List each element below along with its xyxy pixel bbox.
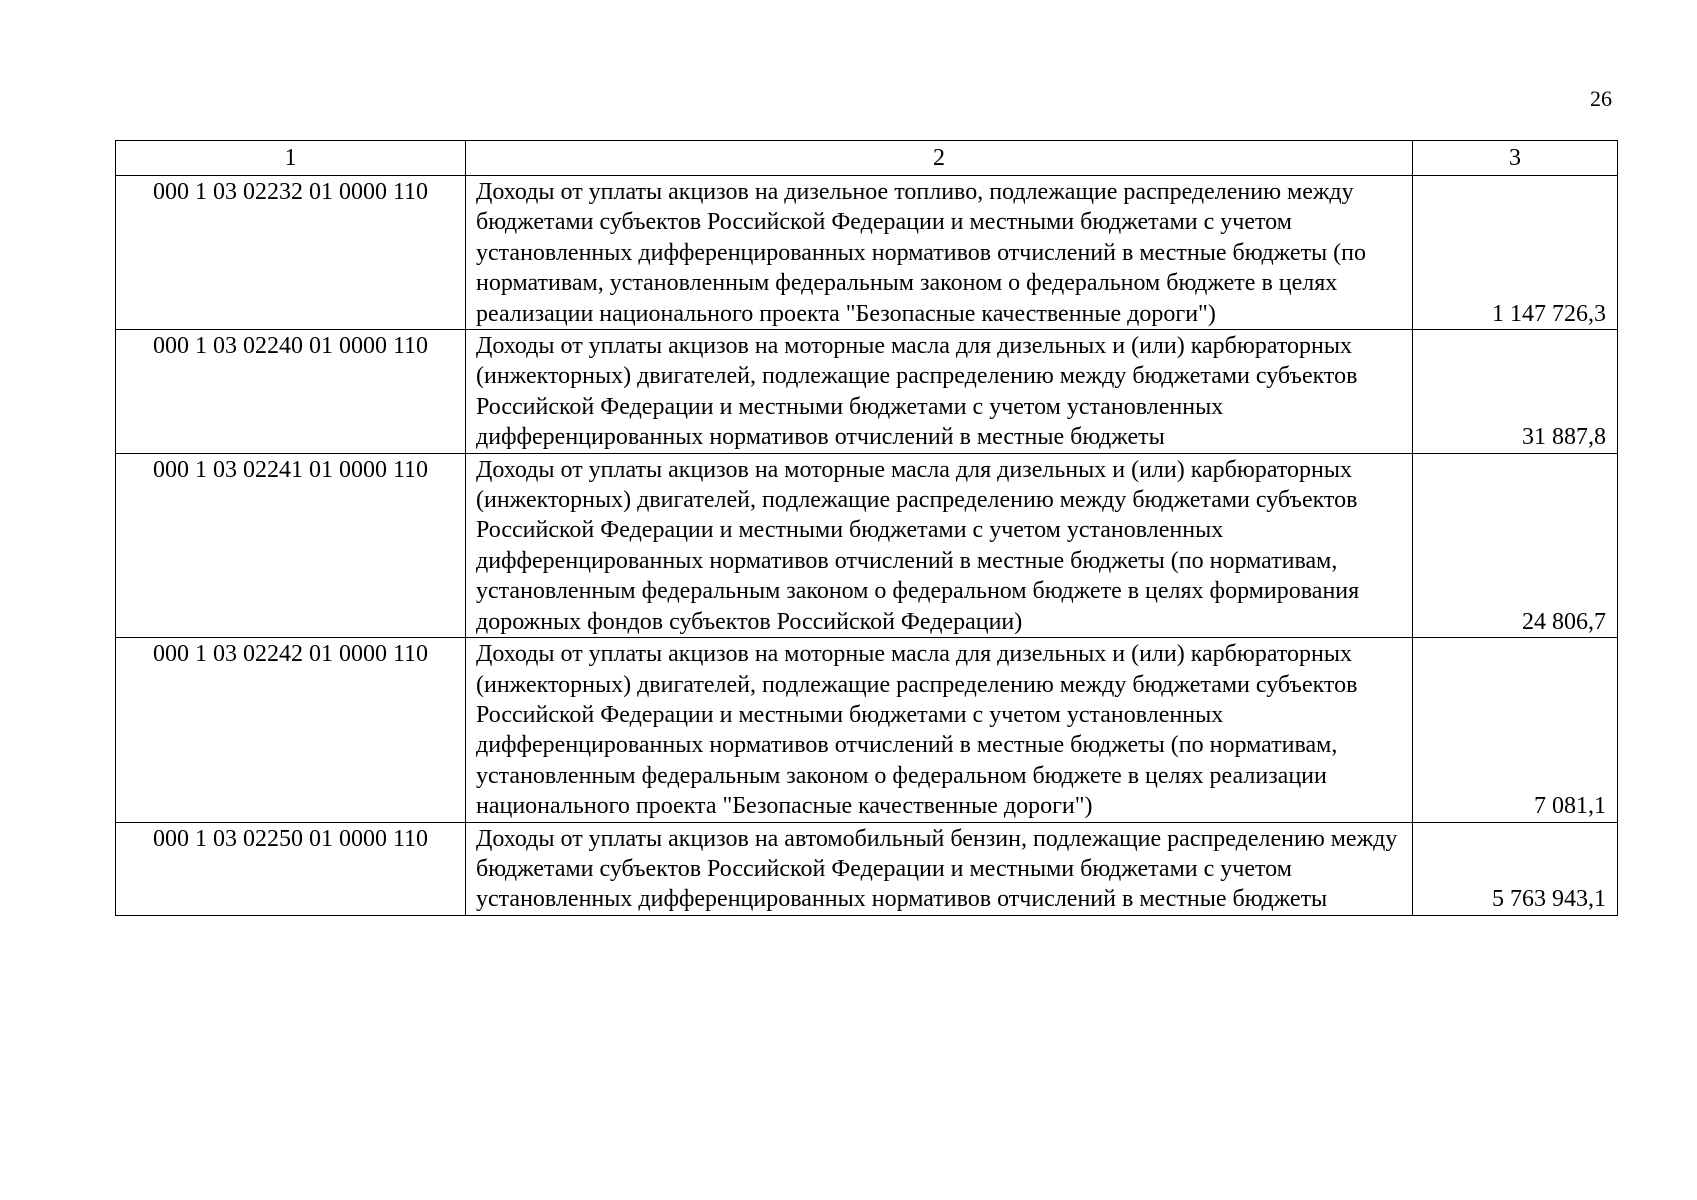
- revenue-name-cell: Доходы от уплаты акцизов на моторные масла для дизельных и (или) карбюраторных (инжекторных) двигателей, подлежащие распределению между бюджетами субъектов Российской Федерации и местными бюджетами с учетом установленных дифференцированных нормативов отчислений в местные бюджеты (по нормативам, установленным федеральным законом о федеральном бюджете в целях реализации национального проекта "Безопасные качественные дороги"): [466, 638, 1413, 822]
- revenue-name-cell: Доходы от уплаты акцизов на моторные масла для дизельных и (или) карбюраторных (инжекторных) двигателей, подлежащие распределению между бюджетами субъектов Российской Федерации и местными бюджетами с учетом установленных дифференцированных нормативов отчислений в местные бюджеты: [466, 330, 1413, 454]
- header-col-3: 3: [1413, 141, 1618, 176]
- table-row: [116, 453, 1618, 637]
- amount-cell: 31 887,8: [1413, 330, 1618, 454]
- amount-cell: 7 081,1: [1413, 638, 1618, 822]
- classification-code-cell: 000 1 03 02250 01 0000 110: [116, 822, 466, 915]
- header-col-1: 1: [116, 141, 466, 176]
- revenue-name-cell: Доходы от уплаты акцизов на моторные масла для дизельных и (или) карбюраторных (инжекторных) двигателей, подлежащие распределению между бюджетами субъектов Российской Федерации и местными бюджетами с учетом установленных дифференцированных нормативов отчислений в местные бюджеты (по нормативам, установленным федеральным законом о федеральном бюджете в целях формирования дорожных фондов субъектов Российской Федерации): [466, 453, 1413, 637]
- amount-cell: 5 763 943,1: [1413, 822, 1618, 915]
- revenue-table: [115, 140, 1618, 916]
- classification-code-cell: 000 1 03 02232 01 0000 110: [116, 176, 466, 330]
- table-row: [116, 822, 1618, 915]
- amount-cell: 24 806,7: [1413, 453, 1618, 637]
- table-row: [116, 638, 1618, 822]
- amount-cell: 1 147 726,3: [1413, 176, 1618, 330]
- revenue-name-cell: Доходы от уплаты акцизов на дизельное топливо, подлежащие распределению между бюджетами субъектов Российской Федерации и местными бюджетами с учетом установленных дифференцированных нормативов отчислений в местные бюджеты (по нормативам, установленным федеральным законом о федеральном бюджете в целях реализации национального проекта "Безопасные качественные дороги"): [466, 176, 1413, 330]
- revenue-name-cell: Доходы от уплаты акцизов на автомобильный бензин, подлежащие распределению между бюджетами субъектов Российской Федерации и местными бюджетами с учетом установленных дифференцированных нормативов отчислений в местные бюджеты: [466, 822, 1413, 915]
- table-body: [116, 176, 1618, 916]
- table-header: [116, 141, 1618, 176]
- table-row: [116, 330, 1618, 454]
- table-row: [116, 176, 1618, 330]
- header-row: [116, 141, 1618, 176]
- classification-code-cell: 000 1 03 02241 01 0000 110: [116, 453, 466, 637]
- page-number: 26: [1590, 86, 1612, 111]
- classification-code-cell: 000 1 03 02242 01 0000 110: [116, 638, 466, 822]
- header-col-2: 2: [466, 141, 1413, 176]
- classification-code-cell: 000 1 03 02240 01 0000 110: [116, 330, 466, 454]
